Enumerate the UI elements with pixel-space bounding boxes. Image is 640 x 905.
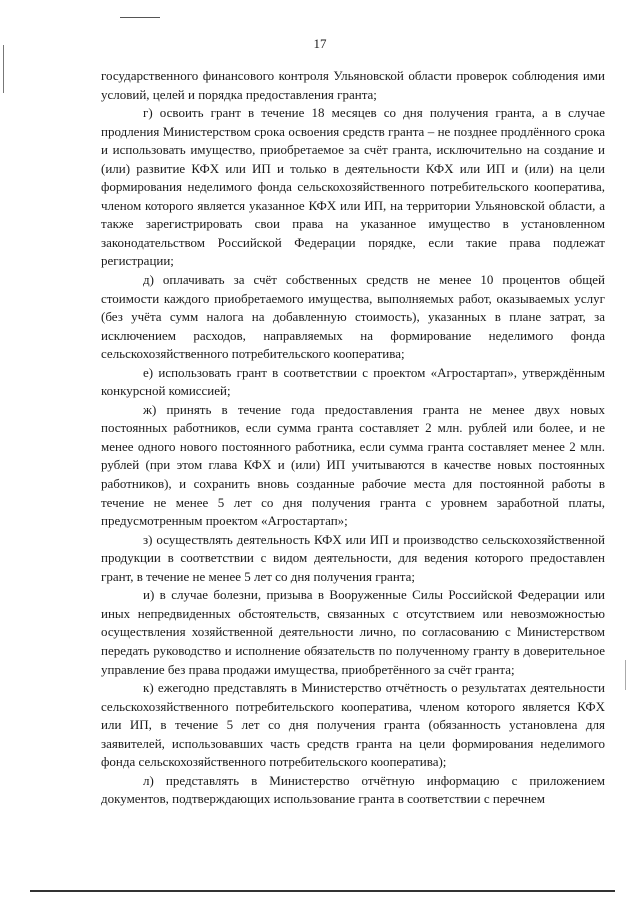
- paragraph-item-g: г) освоить грант в течение 18 месяцев со дня получения гранта, а в случае продления Министерством срока освоения средств гранта – не позднее продлённого срока и использовать имущество, приобретаемое за счёт гранта, исключительно на создание и (или) развитие КФХ или ИП и только в деятельности КФХ или ИП и (или) на цели формирования неделимого фонда сельскохозяйственного потребительского кооператива, членом которого является указанное КФХ или ИП, на территории Ульяновской области, а также зарегистрировать свои права на указанное имущество в установленном законодательством Российской Федерации порядке, если такие права подлежат регистрации;: [101, 105, 605, 269]
- document-body: [101, 67, 605, 809]
- scan-artifact-top: [120, 17, 160, 18]
- scan-edge-bottom: [30, 890, 615, 892]
- paragraph-item-i: и) в случае болезни, призыва в Вооруженные Силы Российской Федерации или иных непредвиденных обстоятельств, связанных с отсутствием или невозможностью осуществления хозяйственной деятельности лично, по согласованию с Министерством передать руководство и исполнение обязательств по полученному гранту в доверительное управление без права продажи имущества, приобретённого за счёт гранта;: [101, 587, 605, 677]
- paragraph-item-l: л) представлять в Министерство отчётную информацию с приложением документов, подтверждающих использование гранта в соответствии с перечнем: [101, 772, 605, 807]
- paragraph-item-k: к) ежегодно представлять в Министерство отчётность о результатах деятельности сельскохозяйственного потребительского кооператива, членом которого является КФХ или ИП, в течение 5 лет со дня получения гранта (обязанность установлена для заявителей, использовавших часть средств гранта на цели формирования неделимого фонда сельскохозяйственного потребительского кооператива);: [101, 680, 605, 770]
- page-number: 17: [313, 36, 327, 51]
- paragraph-item-zh: ж) принять в течение года предоставления гранта не менее двух новых постоянных работников, если сумма гранта составляет 2 млн. рублей или более, и не менее одного нового постоянного работника, если сумма гранта составляет менее 2 млн. рублей (при этом глава КФХ и (или) ИП учитываются в качестве новых постоянных работников), и сохранить вновь созданные рабочие места для постоянной работы в течение не менее 5 лет со дня получения гранта с уровнем заработной платы, предусмотренным проектом «Агростартап»;: [101, 401, 605, 529]
- paragraph-item-z: з) осуществлять деятельность КФХ или ИП и производство сельскохозяйственной продукции в соответствии с видом деятельности, для ведения которого предоставлен грант, в течение не менее 5 лет со дня получения гранта;: [101, 531, 605, 584]
- scan-artifact-left: [3, 45, 4, 93]
- paragraph-item-e: е) использовать грант в соответствии с проектом «Агростартап», утверждённым конкурсной комиссией;: [101, 364, 605, 399]
- paragraph-continuation: государственного финансового контроля Ульяновской области проверок соблюдения ими условий, целей и порядка предоставления гранта;: [101, 68, 605, 102]
- paragraph-item-d: д) оплачивать за счёт собственных средств не менее 10 процентов общей стоимости каждого приобретаемого имущества, выполняемых работ, оказываемых услуг (без учёта сумм налога на добавленную стоимость), указанных в плане затрат, за исключением расходов, направляемых на формирование неделимого фонда сельскохозяйственного потребительского кооператива;: [101, 272, 605, 362]
- scan-artifact-right: [625, 660, 626, 690]
